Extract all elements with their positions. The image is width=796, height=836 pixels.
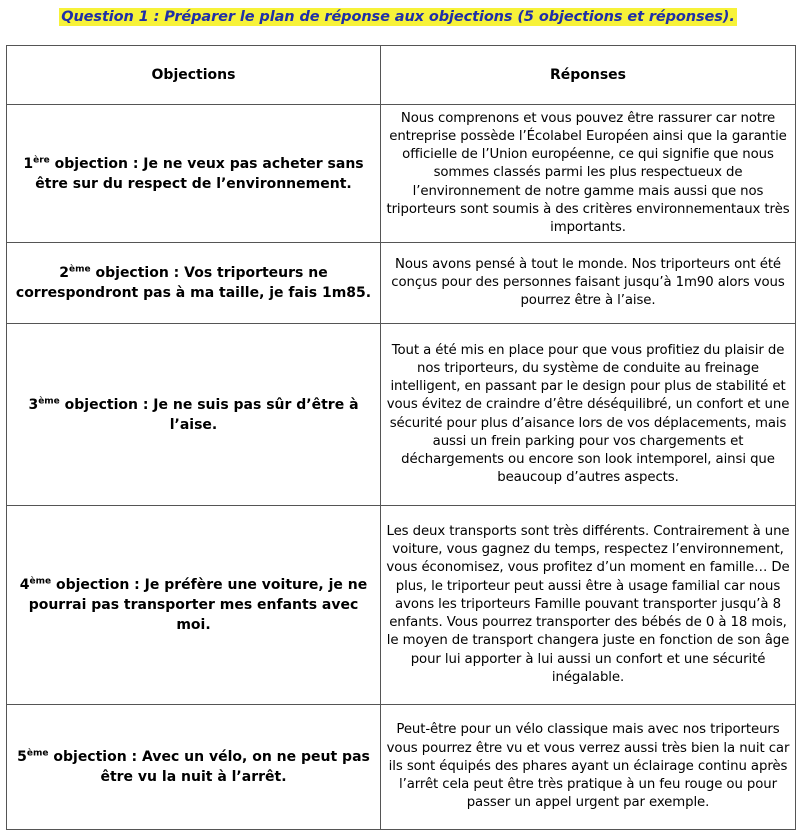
- ordinal-suffix: ème: [38, 395, 60, 406]
- objection-cell: [7, 105, 381, 243]
- table-row: [7, 506, 796, 705]
- objection-text: objection : Je ne veux pas acheter sans être sur du respect de l’environnement.: [35, 155, 364, 192]
- objection-text: objection : Avec un vélo, on ne peut pas être vu la nuit à l’arrêt.: [48, 749, 370, 785]
- table-row: [7, 705, 796, 830]
- response-cell: Tout a été mis en place pour que vous profitiez du plaisir de nos triporteurs, du système de conduite au freinage intelligent, en passant par le design pour plus de stabilité et vous évitez de craindre d’être déséquilibré, un confort et une sécurité pour plus d’aisance lors de vos déplacements, mais aussi un frein parking pour vos chargements et déchargements ou encore son look intemporel, ainsi que beaucoup d’autres aspects.: [381, 324, 796, 506]
- header-row: [7, 46, 796, 105]
- question-title: Question 1 : Préparer le plan de réponse aux objections (5 objections et réponses).: [61, 9, 735, 25]
- ordinal: 3: [28, 396, 39, 413]
- response-cell: Peut-être pour un vélo classique mais avec nos triporteurs vous pourrez être vu et vous verrez aussi très bien la nuit car ils sont équipés des phares ayant un éclairage continu après l’arrêt cela peut être très pratique à un feu rouge ou pour passer un appel urgent par exemple.: [381, 705, 796, 830]
- objection-text: objection : Vos triporteurs ne correspondront pas à ma taille, je fais 1m85.: [15, 265, 372, 301]
- table-row: [7, 105, 796, 243]
- objection-text: objection : Je ne suis pas sûr d’être à l’aise.: [59, 396, 359, 433]
- objection-cell: [7, 324, 381, 506]
- title-wrap: [0, 6, 796, 26]
- objection-cell: [7, 705, 381, 830]
- ordinal: 4: [19, 577, 30, 593]
- header-responses: Réponses: [381, 46, 796, 105]
- ordinal-suffix: ème: [69, 264, 91, 275]
- ordinal-suffix: ère: [33, 154, 50, 165]
- ordinal: 5: [17, 749, 27, 765]
- ordinal-suffix: ème: [29, 576, 52, 587]
- ordinal: 1: [23, 155, 34, 172]
- table-row: [7, 243, 796, 324]
- objection-cell: [7, 243, 381, 324]
- header-objections: Objections: [7, 46, 381, 105]
- response-cell: Nous comprenons et vous pouvez être rassurer car notre entreprise possède l’Écolabel Européen ainsi que la garantie officielle de l’Union européenne, ce qui signifie que nous sommes classés parmi les plus respectueux de l’environnement de notre gamme mais aussi que nos triporteurs sont soumis à des critères environnementaux très importants.: [381, 105, 796, 243]
- objection-cell: [7, 506, 381, 705]
- response-cell: Les deux transports sont très différents. Contrairement à une voiture, vous gagnez du temps, respectez l’environnement, vous économisez, vous profitez d’un moment en famille… De plus, le triporteur peut aussi être à usage familial car nous avons les triporteurs Famille pouvant transporter jusqu’à 8 enfants. Vous pourrez transporter des bébés de 0 à 18 mois, le moyen de transport changera juste en fonction de son âge pour lui apporter à lui aussi un confort et une sécurité inégalable.: [381, 506, 796, 705]
- response-cell: Nous avons pensé à tout le monde. Nos triporteurs ont été conçus pour des personnes faisant jusqu’à 1m90 alors vous pourrez être à l’aise.: [381, 243, 796, 324]
- table-row: [7, 324, 796, 506]
- objections-table: [6, 45, 796, 830]
- objection-text: objection : Je préfère une voiture, je ne pourrai pas transporter mes enfants avec moi.: [28, 577, 368, 633]
- ordinal: 2: [59, 265, 70, 281]
- ordinal-suffix: ème: [26, 748, 49, 759]
